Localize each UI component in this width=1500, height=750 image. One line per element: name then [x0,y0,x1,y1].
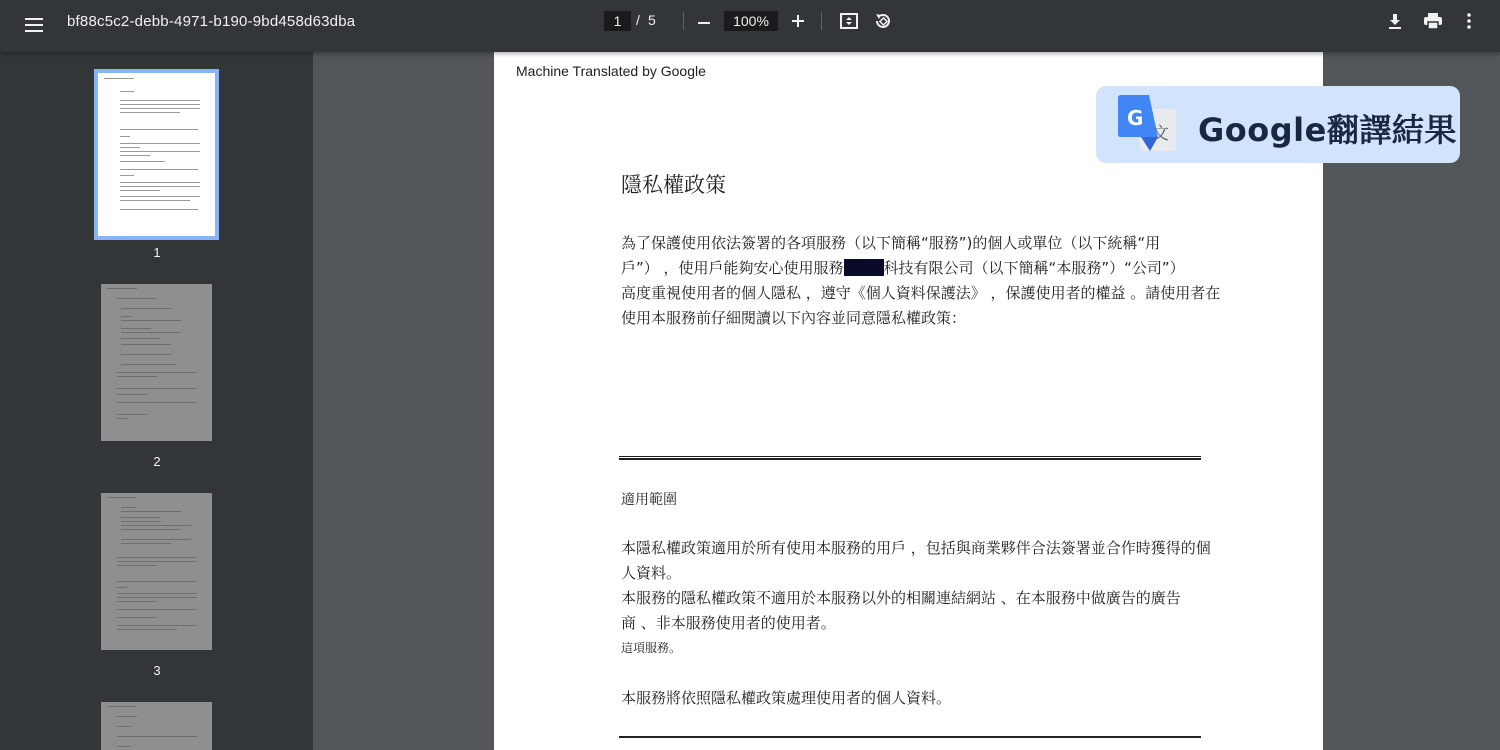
fit-to-page-icon[interactable] [839,11,859,31]
intro-line-part: 科技有限公司（以下簡稱“本服務”）“公司”） [883,259,1185,277]
document-title: bf88c5c2-debb-4971-b190-9bd458d63dba [67,13,356,30]
rotate-icon[interactable] [872,10,894,32]
zoom-out-icon[interactable] [694,13,714,33]
section-divider [619,456,1201,460]
more-options-icon[interactable] [1461,11,1477,31]
page-separator: / [636,12,640,28]
translate-logo-char: 文 [1152,124,1169,144]
zoom-in-icon[interactable] [788,11,808,31]
download-icon[interactable] [1385,11,1405,31]
intro-line [621,256,1185,281]
page-title: 隱私權政策 [621,173,726,197]
print-icon[interactable] [1422,11,1444,31]
pdf-toolbar [0,0,1500,52]
scope-line: 人資料。 [621,564,682,582]
toolbar-divider [821,12,822,30]
thumbnail-page-number: 2 [153,454,161,469]
section-heading: 適用範圍 [621,492,677,508]
section-divider [619,736,1201,738]
google-translate-badge [1096,86,1460,163]
intro-line: 高度重視使用者的個人隱私 ，遵守《個人資料保護法》 ，保護使用者的權益 。請使用者在 [621,284,1221,302]
intro-line: 使用本服務前仔細閱讀以下內容並同意隱私權政策： [621,309,967,327]
badge-text: Google翻譯結果 [1198,111,1457,149]
page-number-input[interactable]: 1 [604,11,631,31]
menu-icon[interactable] [22,13,46,37]
page-total: 5 [648,12,656,28]
machine-translated-header: Machine Translated by Google [516,63,706,79]
thumbnail-sidebar [0,52,313,750]
page-thumbnail-2[interactable] [101,284,212,441]
toolbar-divider [683,12,684,30]
google-translate-icon [1118,95,1178,155]
closing-line: 本服務將依照隱私權政策處理使用者的個人資料。 [621,689,952,707]
intro-line: 為了保護使用依法簽署的各項服務（以下簡稱“服務”)的個人或單位（以下統稱“用 [621,234,1161,252]
page-thumbnail-4[interactable] [101,702,212,750]
scope-line: 本服務的隱私權政策不適用於本服務以外的相關連結網站 、在本服務中做廣告的廣告 [621,589,1181,607]
thumbnail-page-number: 1 [153,245,161,260]
google-logo-letter: G [1127,106,1144,130]
page-thumbnail-3[interactable] [101,493,212,650]
page-thumbnail-1[interactable] [98,73,215,236]
intro-line-part: 戶”） ，使用戶能夠安心使用服務 [621,259,844,277]
zoom-input[interactable]: 100% [724,11,778,31]
thumbnail-page-number: 3 [153,663,161,678]
scope-line: 本隱私權政策適用於所有使用本服務的用戶 ，包括與商業夥伴合法簽署並合作時獲得的個 [621,539,1211,557]
scope-line: 這項服務。 [621,641,682,655]
redaction-block [844,259,884,276]
scope-line: 商 、非本服務使用者的使用者。 [621,614,836,632]
